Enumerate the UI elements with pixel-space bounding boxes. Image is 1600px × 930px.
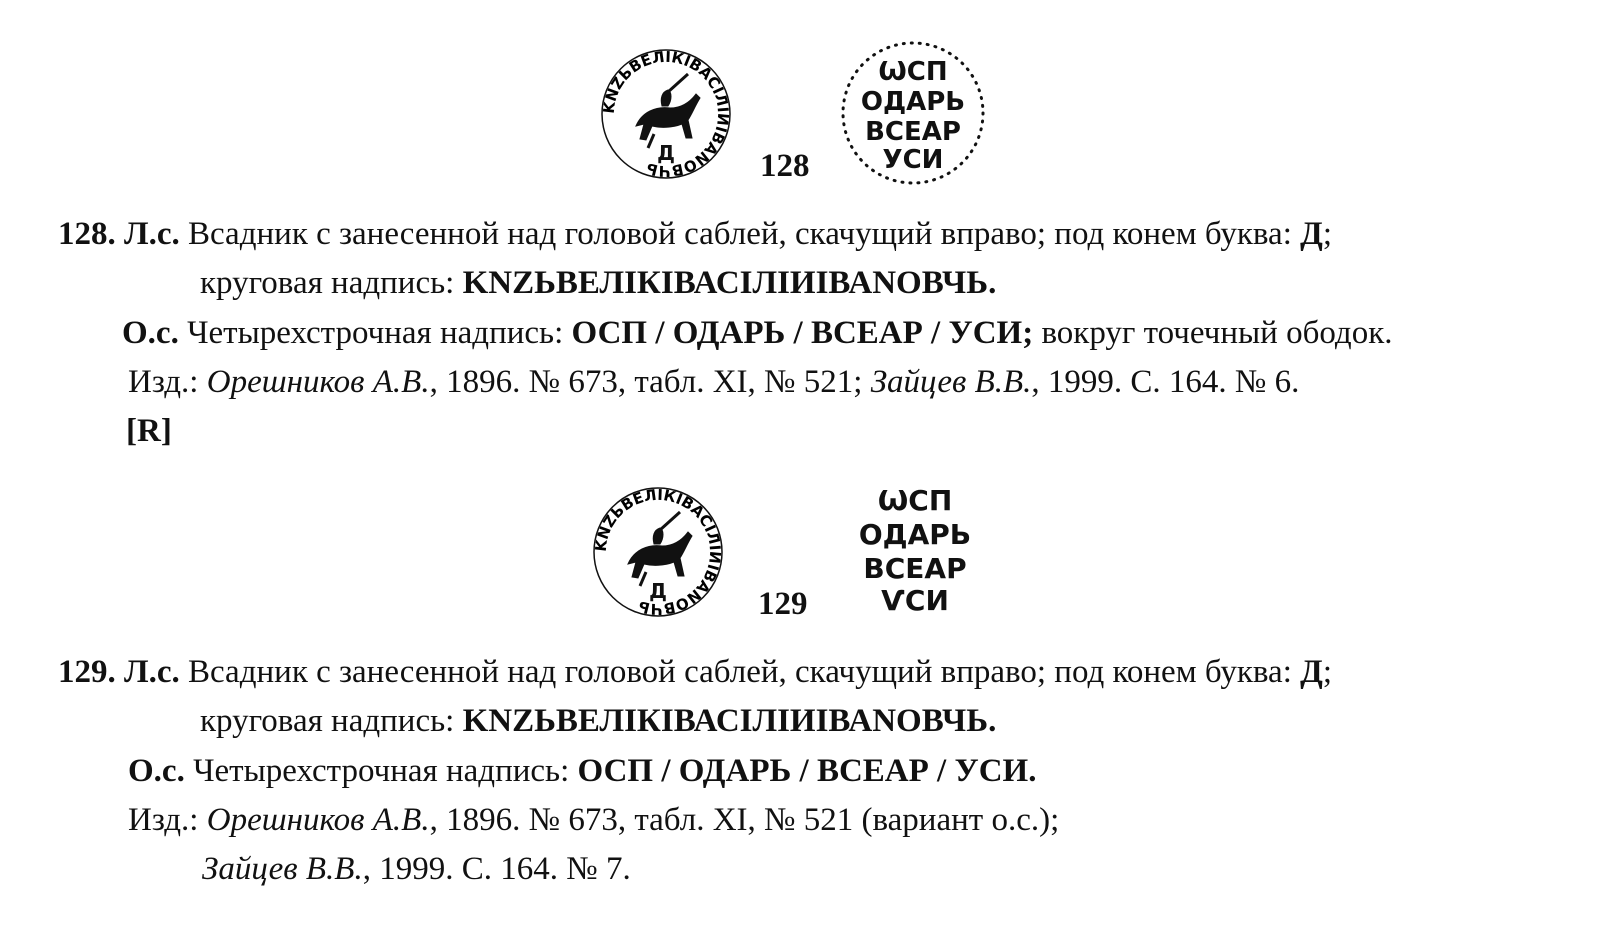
coin-128-reverse-drawing [838,38,988,188]
coin-128-reverse-line-1: ѠСП [878,57,948,87]
publication-ref-1: , 1896. № 673, табл. XI, № 521; [429,364,871,400]
obverse-label: Л.с. [124,654,180,690]
publication-author-2: Зайцев В.В. [202,851,363,887]
horseman-figure-129 [628,512,692,586]
entry-number: 128. [58,216,116,252]
reverse-extra: вокруг точечный ободок. [1033,315,1393,351]
coin-128-obverse-drawing [596,44,736,184]
rarity-mark: [R] [126,413,172,449]
reverse-description: Четырехстрочная надпись: [193,753,578,789]
coin-129-reverse-line-3: ВСЕАР [863,552,967,585]
obverse-description: Всадник с занесенной над головой саблей, скачущий вправо; под конем буква: [188,216,1301,252]
publication-author-1: Орешников А.В. [206,364,430,400]
coin-129-reverse-line-4: ѴСИ [881,584,949,617]
publication-label: Изд.: [128,802,207,838]
coin-129-illustration [0,480,1600,630]
coin-128-obverse-legend: KNZЬВЕЛIКIВАСIЛIИIВАNОВЧЬ [599,47,733,181]
circular-inscription: KNZЬВЕЛIКIВАСIЛIИIВАNОВЧЬ. [462,265,997,301]
coin-128-illustration [0,38,1600,188]
obverse-description: Всадник с занесенной над головой саблей, скачущий вправо; под конем буква: [188,654,1301,690]
reverse-description: Четырехстрочная надпись: [187,315,572,351]
entry-128 [0,210,1600,460]
obverse-label: Л.с. [124,216,180,252]
circular-inscription: KNZЬВЕЛIКIВАСIЛIИIВАNОВЧЬ. [462,703,997,739]
coin-129-obverse-drawing [588,482,728,622]
coin-129-obverse-letter: Д [649,579,667,603]
reverse-inscription: ОСП / ОДАРЬ / ВСЕАР / УСИ. [577,753,1037,789]
coin-129-reverse-drawing [840,480,990,620]
horseman-figure-128 [636,74,700,148]
obverse-separator: ; [1322,216,1332,252]
publication-author-1: Орешников А.В. [206,802,430,838]
coin-128-reverse-line-3: ВСЕАР [865,117,961,147]
coin-128-reverse-line-4: УСИ [882,145,944,175]
coin-128-number: 128 [760,148,810,184]
circular-label: круговая надпись: [200,703,463,739]
coin-129-reverse-line-2: ОДАРЬ [858,518,972,551]
obverse-separator: ; [1322,654,1332,690]
publication-ref-2: , 1999. С. 164. № 6. [1031,364,1300,400]
obverse-letter: Д [1300,216,1323,252]
entry-129 [0,648,1600,898]
publication-ref-2: , 1999. С. 164. № 7. [362,851,631,887]
coin-129-reverse-line-1: ѠСП [877,484,953,517]
reverse-inscription: ОСП / ОДАРЬ / ВСЕАР / УСИ; [571,315,1034,351]
publication-label: Изд.: [128,364,207,400]
reverse-label: О.с. [122,315,179,351]
coin-129-obverse-legend: KNZЬВЕЛIКIВАСIЛIИIВАNОВЧЬ [591,485,725,619]
entry-number: 129. [58,654,116,690]
obverse-letter: Д [1300,654,1323,690]
coin-129-number: 129 [758,586,808,622]
coin-128-reverse-line-2: ОДАРЬ [860,87,966,117]
circular-label: круговая надпись: [200,265,463,301]
coin-128-obverse-letter: Д [657,141,675,165]
reverse-label: О.с. [128,753,185,789]
publication-ref-1: , 1896. № 673, табл. XI, № 521 (вариант о.с.); [429,802,1060,838]
publication-author-2: Зайцев В.В. [870,364,1032,400]
